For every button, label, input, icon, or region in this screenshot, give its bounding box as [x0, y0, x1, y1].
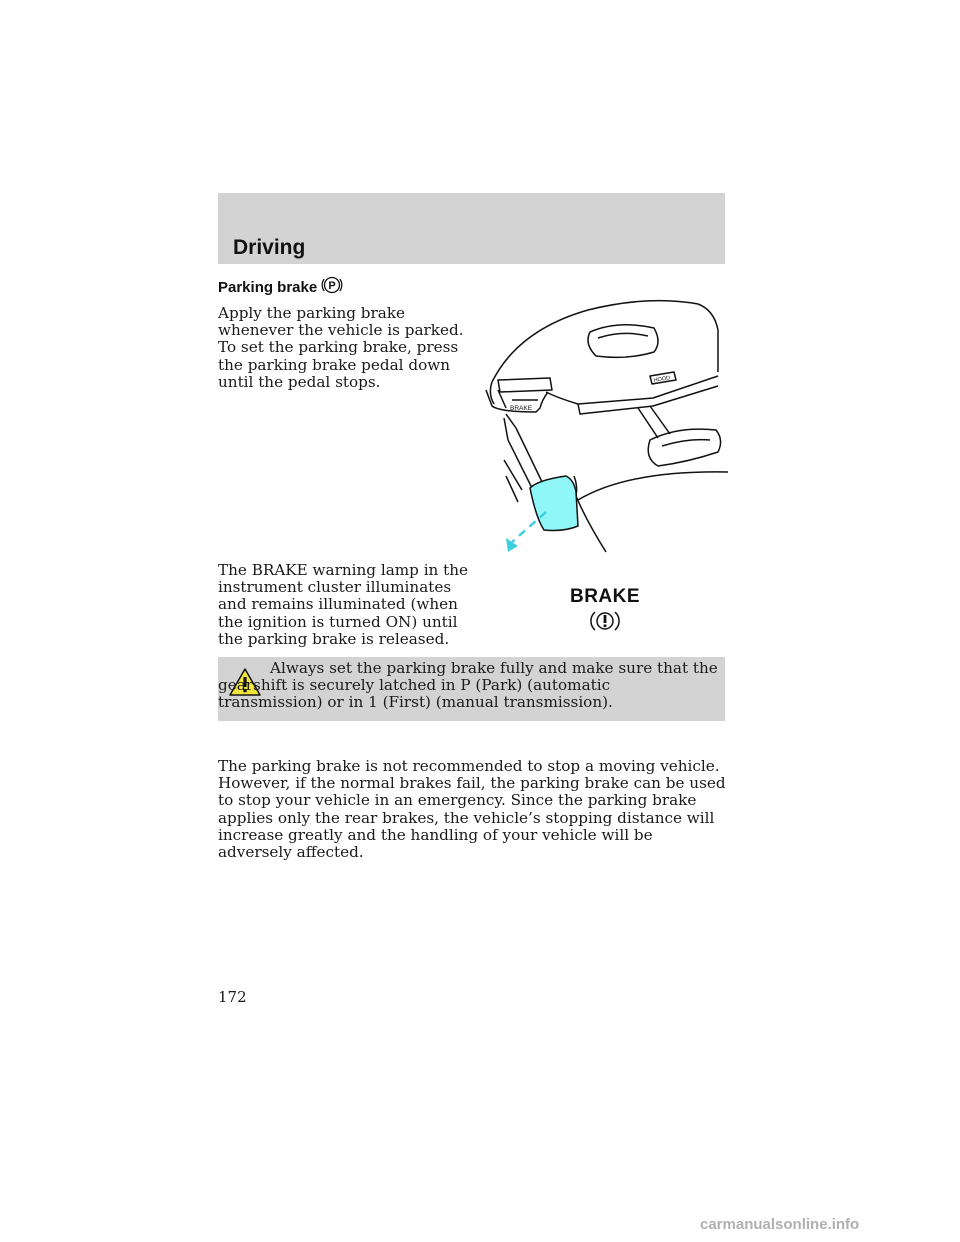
page-number: 172 [218, 988, 247, 1006]
paragraph-not-recommended: The parking brake is not recommended to stop a moving vehicle. However, if the normal brakes fail, the parking brake can be used to stop your vehicle in an emergency. Since the parking brake applies only the rear brakes, the vehicle’s stopping distance will increase greatly and the handling of your vehicle will be adversely affected. [218, 757, 726, 862]
brake-warning-icon [588, 608, 622, 634]
parking-brake-icon [321, 275, 343, 295]
section-heading [218, 279, 343, 296]
brake-lamp-label: BRAKE [569, 586, 641, 607]
brake-warning-lamp [560, 586, 650, 638]
brake-pedal-highlight [530, 476, 578, 531]
svg-text:P: P [328, 279, 336, 292]
watermark: carmanualsonline.info [700, 1216, 860, 1233]
warning-box [218, 657, 725, 721]
page-title: Driving [233, 236, 306, 259]
paragraph-apply: Apply the parking brake whenever the vehicle is parked. To set the parking brake, press the parking brake pedal down until the pedal stops. [218, 304, 464, 391]
hood-release-label: HOOD [653, 375, 671, 384]
section-heading-text: Parking brake [218, 279, 318, 296]
brake-release-label: BRAKE [510, 405, 533, 412]
paragraph-warning-lamp: The BRAKE warning lamp in the instrument cluster illuminates and remains illuminated (when the ignition is turned ON) until the parking brake is released. [218, 561, 469, 648]
warning-text: Always set the parking brake fully and make sure that the gearshift is securely latched in P (Park) (automatic transmission) or in 1 (First) (manual transmission). [218, 659, 718, 712]
parking-brake-pedal-illustration [478, 290, 728, 560]
